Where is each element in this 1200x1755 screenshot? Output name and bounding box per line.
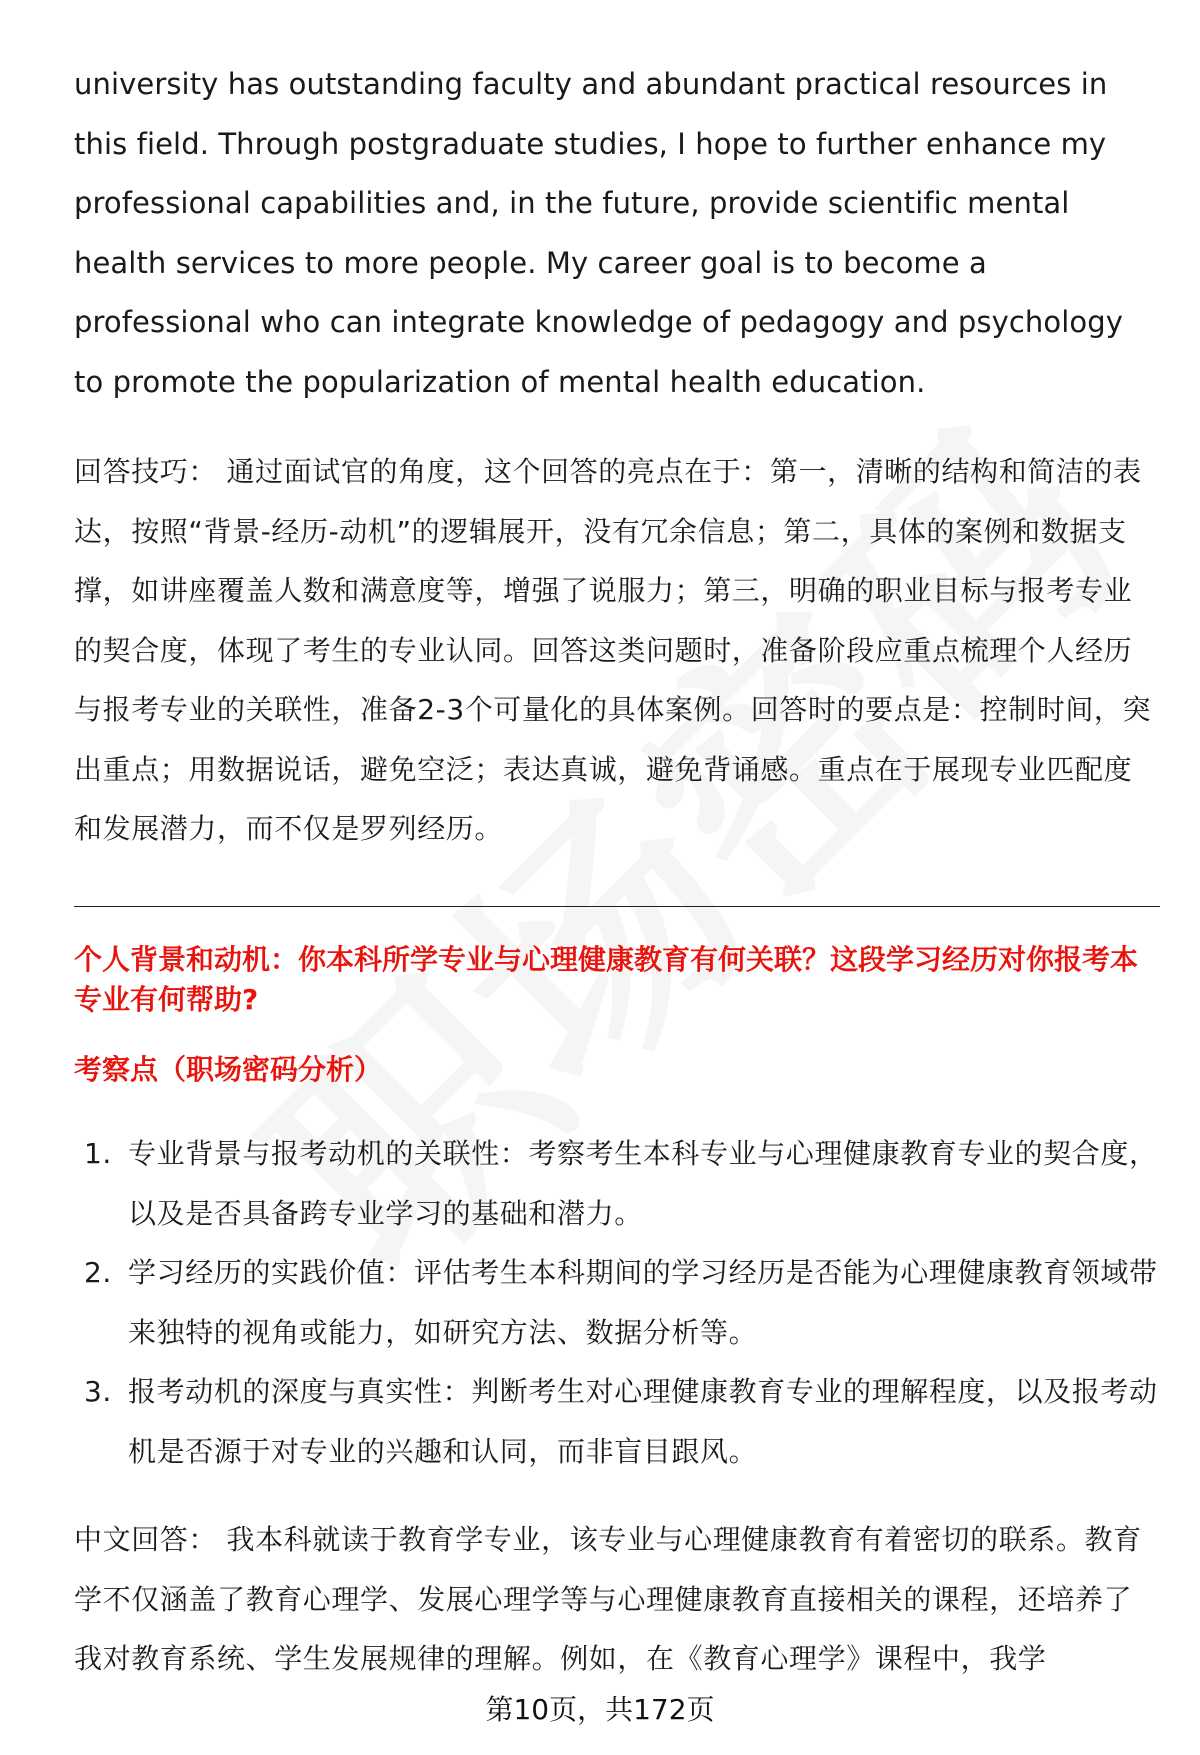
intro-paragraph: university has outstanding faculty and abundant practical resources in this field. Through postgraduate studies, I hope to further enhance my professional capabilities and, in the future, provide scientific mental health services to more people. My career goal is to become a professional who can integrate knowledge of pedagogy and psychology to promote the popularization of mental health education. [74,67,1124,399]
section-divider [74,906,1160,907]
list-item [74,1243,1160,1362]
page-number-footer: 第10页，共172页 [485,1693,715,1726]
list-item-text: 报考动机的深度与真实性：判断考生对心理健康教育专业的理解程度，以及报考动机是否源于对专业的兴趣和认同，而非盲目跟风。 [128,1375,1158,1468]
analysis-heading: 考察点（职场密码分析） [74,1053,383,1086]
analysis-points-list [74,1124,1160,1481]
list-item-number: 2. [84,1256,112,1289]
list-item-number: 1. [84,1137,112,1170]
list-item-number: 3. [84,1375,112,1408]
list-item [74,1362,1160,1481]
list-item-text: 专业背景与报考动机的关联性：考察考生本科专业与心理健康教育专业的契合度，以及是否具备跨专业学习的基础和潜力。 [128,1137,1158,1230]
tips-paragraph: 回答技巧： 通过面试官的角度，这个回答的亮点在于：第一，清晰的结构和简洁的表达，按照“背景-经历-动机”的逻辑展开，没有冗余信息；第二，具体的案例和数据支撑，如讲座覆盖人数和满意度等，增强了说服力；第三，明确的职业目标与报考专业的契合度，体现了考生的专业认同。回答这类问题时，准备阶段应重点梳理个人经历与报考专业的关联性，准备2-3个可量化的具体案例。回答时的要点是：控制时间，突出重点；用数据说话，避免空泛；表达真诚，避免背诵感。重点在于展现专业匹配度和发展潜力，而不仅是罗列经历。 [74,455,1152,845]
answer-paragraph: 中文回答： 我本科就读于教育学专业，该专业与心理健康教育有着密切的联系。教育学不仅涵盖了教育心理学、发展心理学等与心理健康教育直接相关的课程，还培养了我对教育系统、学生发展规律的理解。例如，在《教育心理学》课程中，我学 [74,1523,1142,1675]
question-heading: 个人背景和动机：你本科所学专业与心理健康教育有何关联？这段学习经历对你报考本专业有何帮助? [74,943,1139,1016]
list-item-text: 学习经历的实践价值：评估考生本科期间的学习经历是否能为心理健康教育领域带来独特的视角或能力，如研究方法、数据分析等。 [128,1256,1158,1349]
list-item [74,1124,1160,1243]
